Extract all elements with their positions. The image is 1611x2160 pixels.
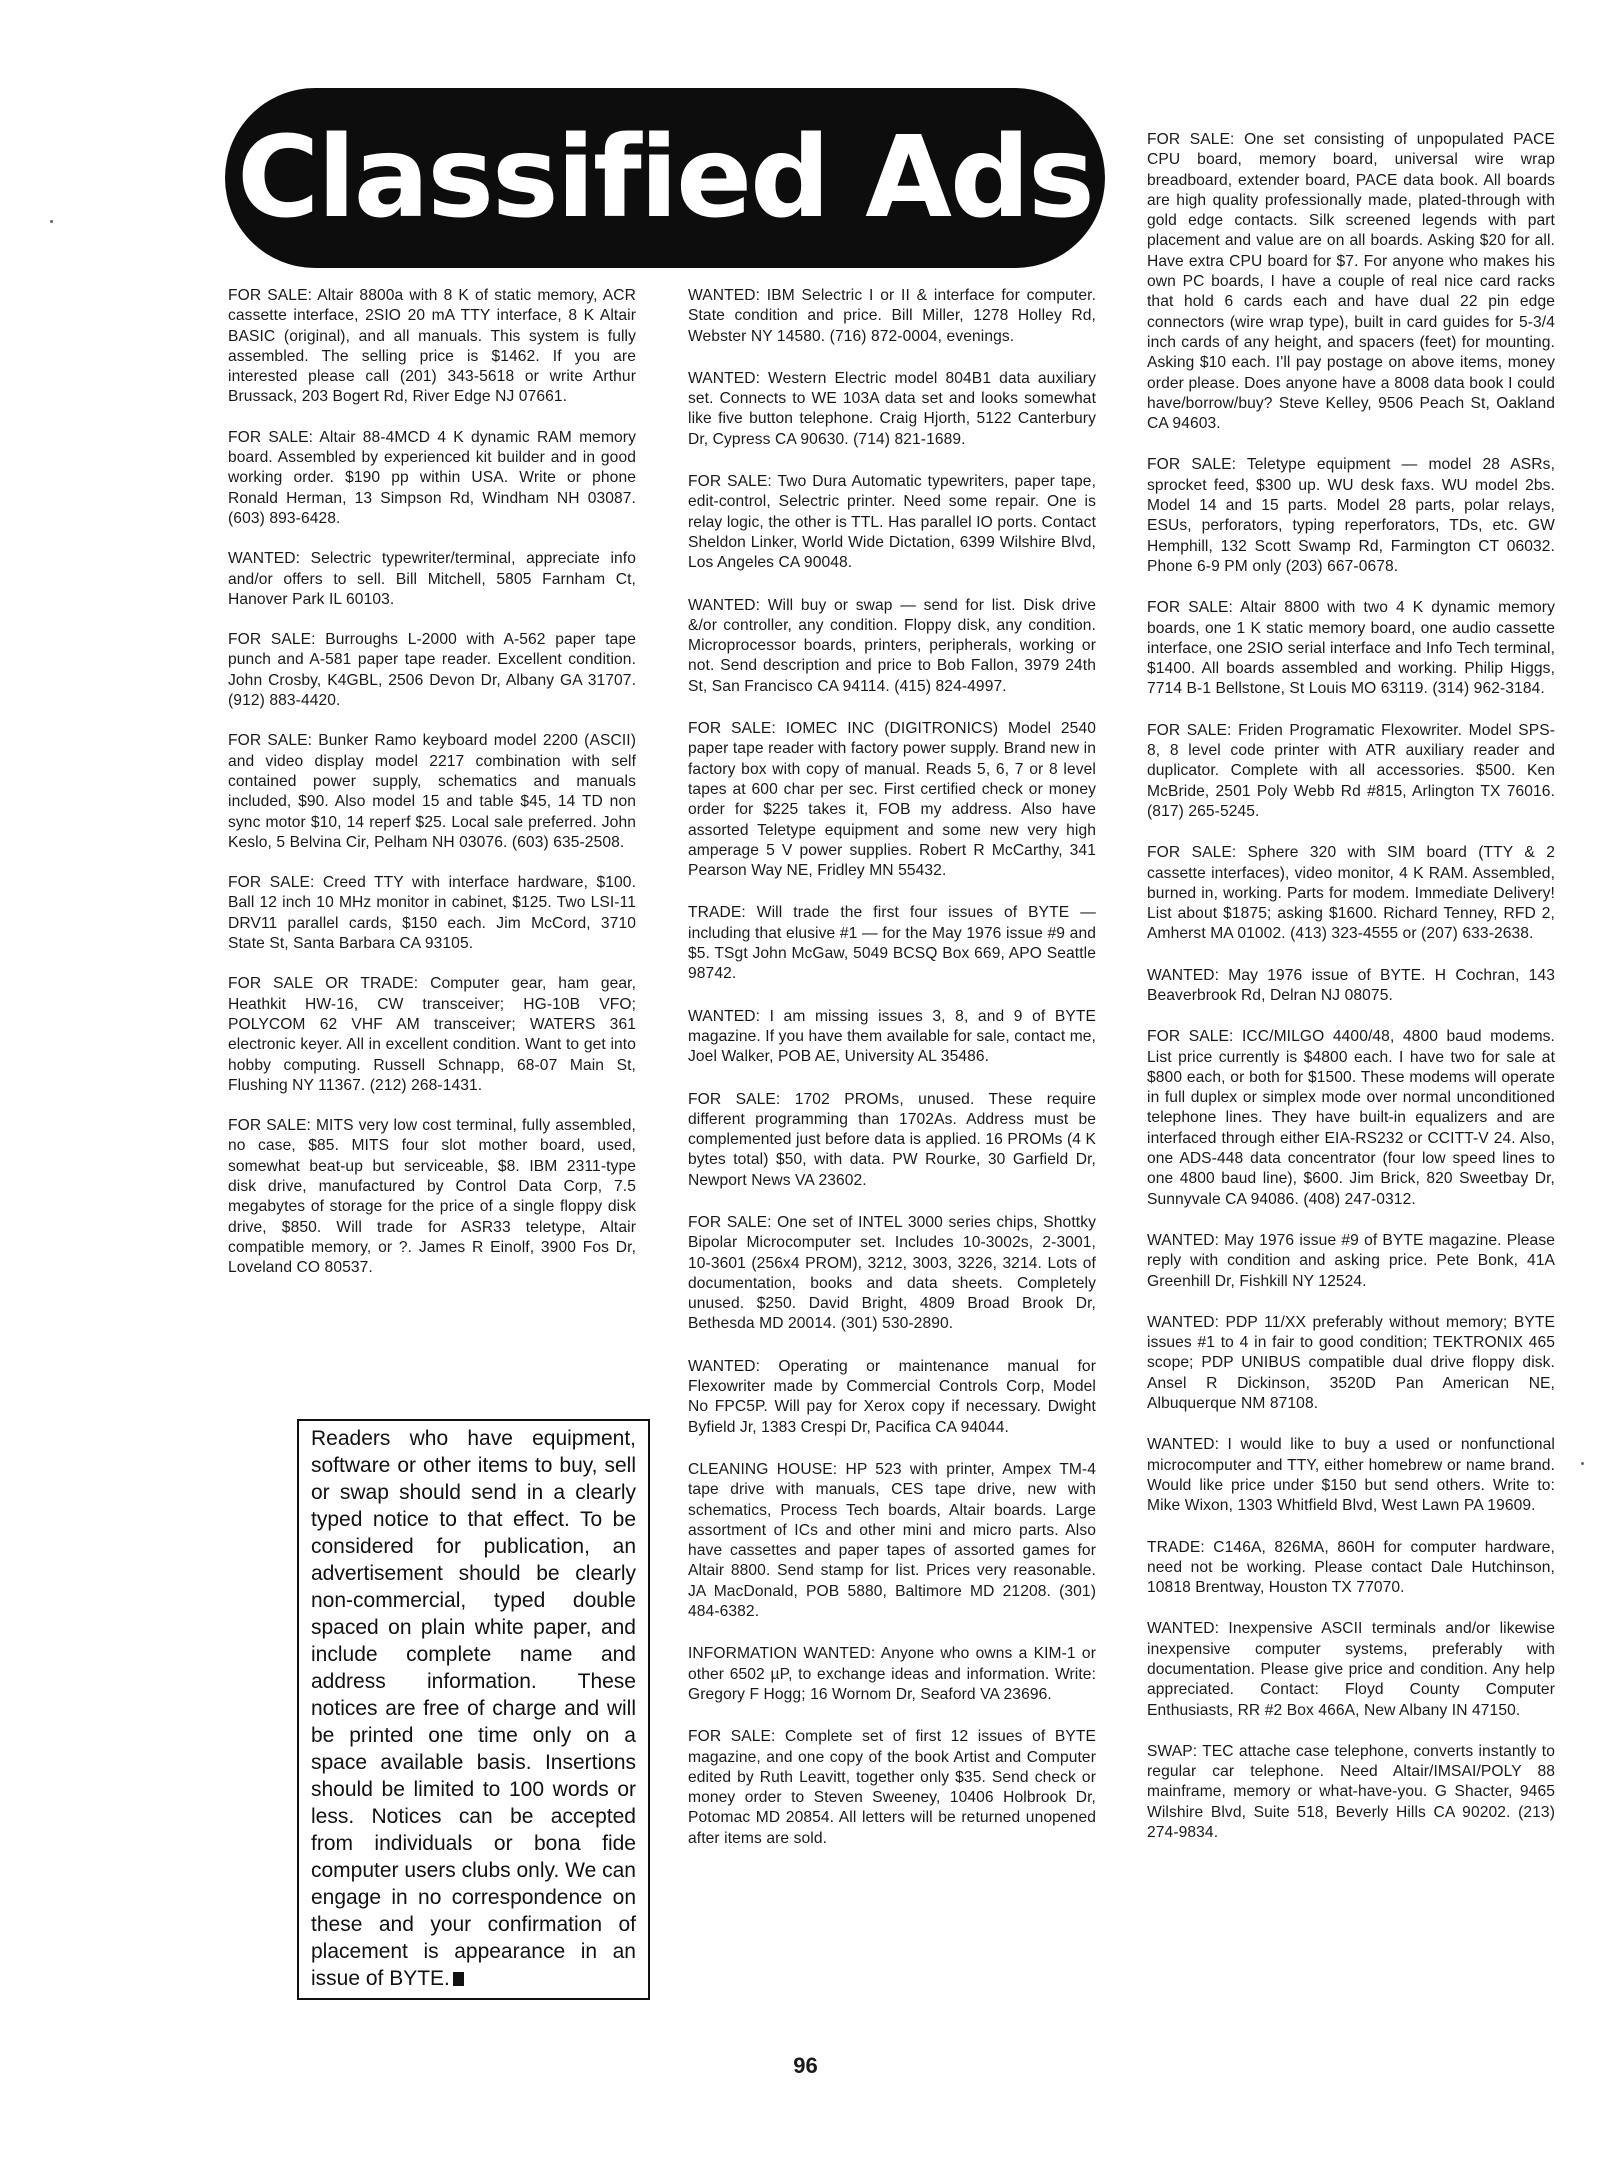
- classified-ad: FOR SALE: Bunker Ramo keyboard model 2200 (ASCII) and video display model 2217 combination with self contained power supply, schematics and manuals included, $90. Also model 15 and table $45, 14 TD non sync motor $10, 14 reperf $25. Local sale preferred. John Keslo, 5 Belvina Cir, Pelham NH 03076. (603) 635-2508.: [228, 732, 636, 851]
- classified-ad: FOR SALE: IOMEC INC (DIGITRONICS) Model 2540 paper tape reader with factory power supply. Brand new in factory box with copy of manual. Reads 5, 6, 7 or 8 level tapes at 600 char per sec. First certified check or money order for $225 takes it, FOB my address. Also have assorted Teletype equipment and some new very high amperage 5 V power supplies. Robert R McCarthy, 341 Pearson Way NE, Fridley MN 55432.: [688, 720, 1096, 880]
- classified-ad: WANTED: Western Electric model 804B1 data auxiliary set. Connects to WE 103A data set and looks somewhat like five button telephone. Craig Hjorth, 5122 Canterbury Dr, Cypress CA 90630. (714) 821-1689.: [688, 369, 1096, 448]
- classified-ad: FOR SALE: 1702 PROMs, unused. These require different programming than 1702As. Address must be complemented just before data is applied. 16 PROMs (4 K bytes total) $50, with data. PW Rourke, 30 Garfield Dr, Newport News VA 23602.: [688, 1090, 1096, 1189]
- classified-ad: WANTED: I am missing issues 3, 8, and 9 of BYTE magazine. If you have them available for sale, contact me, Joel Walker, POB AE, University AL 35486.: [688, 1007, 1096, 1066]
- classified-ad: FOR SALE: Two Dura Automatic typewriters, paper tape, edit-control, Selectric printer. Need some repair. One is relay logic, the other is TTL. Has parallel IO ports. Contact Sheldon Linker, World Wide Dictation, 6399 Wilshire Blvd, Los Angeles CA 90048.: [688, 473, 1096, 572]
- classified-ad: WANTED: Inexpensive ASCII terminals and/or likewise inexpensive computer systems, preferably with documentation. Please give price and condition. Any help appreciated. Contact: Floyd County Computer Enthusiasts, RR #2 Box 466A, New Albany IN 47150.: [1147, 1620, 1555, 1719]
- classified-ad: FOR SALE: Complete set of first 12 issues of BYTE magazine, and one copy of the book Artist and Computer edited by Ruth Leavitt, together only $35. Send check or money order to Steven Sweeney, 10406 Holbrook Dr, Potomac MD 20854. All letters will be returned unopened after items are sold.: [688, 1728, 1096, 1847]
- page-title: Classified Ads: [237, 113, 1093, 243]
- submission-notice-box: [297, 1419, 650, 2000]
- classified-ad: FOR SALE: MITS very low cost terminal, fully assembled, no case, $85. MITS four slot mother board, used, somewhat beat-up but serviceable, $8. IBM 2311-type disk drive, manufactured by Control Data Corp, 7.5 megabytes of storage for the price of a single floppy disk drive, $850. Will trade for ASR33 teletype, Altair compatible memory, or ?. James R Einolf, 3900 Fos Dr, Loveland CO 80537.: [228, 1117, 636, 1277]
- submission-notice-text: Readers who have equipment, software or other items to buy, sell or swap should send in a clearly typed notice to that effect. To be considered for publication, an advertisement should be clearly non-commercial, typed double spaced on plain white paper, and include complete name and address information. These notices are free of charge and will be printed one time only on a space available basis. Insertions should be limited to 100 words or less. Notices can be accepted from individuals or bona fide computer users clubs only. We can engage in no correspondence on these and your confirmation of placement is appearance in an issue of BYTE.: [311, 1427, 636, 1990]
- classified-ad: FOR SALE: Creed TTY with interface hardware, $100. Ball 12 inch 10 MHz monitor in cabinet, $125. Two LSI-11 DRV11 parallel cards, $150 each. Jim McCord, 3710 State St, Santa Barbara CA 93105.: [228, 874, 636, 953]
- classified-ad: FOR SALE: ICC/MILGO 4400/48, 4800 baud modems. List price currently is $4800 each. I have two for sale at $800 each, or both for $1500. These modems will operate in full duplex or simplex mode over normal unconditioned telephone lines. They have built-in equalizers and are interfaced through either EIA-RS232 or CCITT-V 24. Also, one ADS-448 data concentrator (four low speed lines to one 4800 baud line), $600. Jim Brick, 820 Sweetbay Dr, Sunnyvale CA 94086. (408) 247-0312.: [1147, 1028, 1555, 1208]
- classified-ad: CLEANING HOUSE: HP 523 with printer, Ampex TM-4 tape drive with manuals, CES tape drive, new with schematics, Process Tech boards, Altair boards. Large assortment of ICs and other mini and micro parts. Also have cassettes and paper tapes of assorted games for Altair 8800. Send stamp for list. Prices very reasonable. JA MacDonald, POB 5880, Baltimore MD 21208. (301) 484-6382.: [688, 1460, 1096, 1621]
- print-speck: [1581, 1462, 1584, 1465]
- classified-ad: WANTED: Operating or maintenance manual for Flexowriter made by Commercial Controls Corp, Model No FPC5P. Will pay for Xerox copy if necessary. Dwight Byfield Jr, 1383 Crespi Dr, Pacifica CA 94044.: [688, 1357, 1096, 1436]
- classified-ad: FOR SALE: One set consisting of unpopulated PACE CPU board, memory board, universal wire wrap breadboard, extender board, PACE data book. All boards are high quality professionally made, plated-through with gold edge contacts. Silk screened legends with part placement and value are on all boards. Asking $20 for all. Have extra CPU board for $7. For anyone who makes his own PC boards, I have a couple of real nice card racks that hold 6 cards each and have dual 22 pin edge connectors (wire wrap type), built in card guides for 5-3/4 inch cards of any height, and spacers (feet) for mounting. Asking $10 each. I'll pay postage on above items, money order please. Does anyone have a 8008 data book I could have/borrow/buy? Steve Kelley, 9506 Peach St, Oakland CA 94603.: [1147, 131, 1555, 433]
- classified-ad: WANTED: May 1976 issue #9 of BYTE magazine. Please reply with condition and asking price. Pete Bonk, 41A Greenhill Dr, Fishkill NY 12524.: [1147, 1231, 1555, 1290]
- classified-ad: WANTED: I would like to buy a used or nonfunctional microcomputer and TTY, either homebrew or name brand. Would like price under $150 but send others. Write to: Mike Wixon, 1303 Whitfield Blvd, West Lawn PA 19609.: [1147, 1436, 1555, 1515]
- classified-ad: WANTED: Selectric typewriter/terminal, appreciate info and/or offers to sell. Bill Mitchell, 5805 Farnham Ct, Hanover Park IL 60103.: [228, 550, 636, 608]
- ads-column-3: [1147, 130, 1555, 1864]
- classified-ad: SWAP: TEC attache case telephone, converts instantly to regular car telephone. Need Altair/IMSAI/POLY 88 mainframe, memory or what-have-you. G Shacter, 9465 Wilshire Blvd, Suite 518, Beverly Hills CA 90202. (213) 274-9834.: [1147, 1742, 1555, 1842]
- classified-ad: FOR SALE: Burroughs L-2000 with A-562 paper tape punch and A-581 paper tape reader. Excellent condition. John Crosby, K4GBL, 2506 Devon Dr, Albany GA 31707. (912) 883-4420.: [228, 631, 636, 710]
- classified-ad: FOR SALE: Teletype equipment — model 28 ASRs, sprocket feed, $300 up. WU desk faxs. WU model 2bs. Model 14 and 15 parts. Model 28 parts, polar relays, ESUs, perforators, typing reperforators, TDs, etc. GW Hemphill, 132 Scott Swamp Rd, Farmington CT 06032. Phone 6-9 PM only (203) 667-0678.: [1147, 456, 1555, 575]
- end-mark-icon: [453, 1972, 464, 1986]
- page-number: 96: [793, 2053, 818, 2078]
- classified-ad: FOR SALE: Sphere 320 with SIM board (TTY & 2 cassette interfaces), video monitor, 4 K RAM. Assembled, burned in, working. Parts for modem. Immediate Delivery! List about $1875; asking $1600. Richard Tenney, RFD 2, Amherst MA 01002. (413) 323-4555 or (207) 633-2638.: [1147, 844, 1555, 943]
- print-speck: [50, 220, 53, 223]
- classified-ads-banner: [225, 88, 1105, 268]
- classified-ad: FOR SALE: Altair 88-4MCD 4 K dynamic RAM memory board. Assembled by experienced kit builder and in good working order. $190 pp within USA. Write or phone Ronald Herman, 13 Simpson Rd, Windham NH 03087. (603) 893-6428.: [228, 428, 636, 527]
- classified-ad: FOR SALE: Altair 8800 with two 4 K dynamic memory boards, one 1 K static memory board, one audio cassette interface, one 2SIO serial interface and Info Tech terminal, $1400. All boards assembled and working. Philip Higgs, 7714 B-1 Bellstone, St Louis MO 63119. (314) 962-3184.: [1147, 599, 1555, 698]
- classified-ad: FOR SALE: One set of INTEL 3000 series chips, Shottky Bipolar Microcomputer set. Includes 10-3002s, 2-3001, 10-3601 (256x4 PROM), 3212, 3003, 3226, 3214. Lots of documentation, books and data sheets. Completely unused. $250. David Bright, 4809 Broad Brook Dr, Bethesda MD 20014. (301) 530-2890.: [688, 1213, 1096, 1333]
- classified-ad: TRADE: Will trade the first four issues of BYTE — including that elusive #1 — for the May 1976 issue #9 and $5. TSgt John McGaw, 5049 BCSQ Box 669, APO Seattle 98742.: [688, 904, 1096, 983]
- classified-ad: FOR SALE: Friden Programatic Flexowriter. Model SPS-8, 8 level code printer with ATR auxiliary reader and duplicator. Complete with all accessories. $500. Ken McBride, 2501 Poly Webb Rd #815, Arlington TX 76016. (817) 265-5245.: [1147, 721, 1555, 820]
- ads-column-1: [228, 286, 636, 1298]
- classified-ad: FOR SALE OR TRADE: Computer gear, ham gear, Heathkit HW-16, CW transceiver; HG-10B VFO; POLYCOM 62 VHF AM transceiver; WATERS 361 electronic keyer. All in excellent condition. Want to get into hobby computing. Russell Schnapp, 68-07 Main St, Flushing NY 11367. (212) 268-1431.: [228, 975, 636, 1094]
- ads-column-2: [688, 286, 1096, 1871]
- classified-ad: WANTED: IBM Selectric I or II & interface for computer. State condition and price. Bill Miller, 1278 Holley Rd, Webster NY 14580. (716) 872-0004, evenings.: [688, 287, 1096, 345]
- classified-ad: FOR SALE: Altair 8800a with 8 K of static memory, ACR cassette interface, 2SIO 20 mA TTY interface, 8 K Altair BASIC (original), and all manuals. This system is fully assembled. The selling price is $1462. If you are interested please call (201) 343-5618 or write Arthur Brussack, 203 Bogert Rd, River Edge NJ 07661.: [228, 287, 636, 406]
- classified-ad: WANTED: May 1976 issue of BYTE. H Cochran, 143 Beaverbrook Rd, Delran NJ 08075.: [1147, 966, 1555, 1004]
- classified-ad: WANTED: Will buy or swap — send for list. Disk drive &/or controller, any condition. Floppy disk, any condition. Microprocessor boards, printers, peripherals, working or not. Send description and price to Bob Fallon, 3979 24th St, San Francisco CA 94114. (415) 824-4997.: [688, 596, 1096, 695]
- classified-ad: WANTED: PDP 11/XX preferably without memory; BYTE issues #1 to 4 in fair to good condition; TEKTRONIX 465 scope; PDP UNIBUS compatible dual drive floppy disk. Ansel R Dickinson, 3520D Pan American NE, Albuquerque NM 87108.: [1147, 1313, 1555, 1413]
- classified-ad: INFORMATION WANTED: Anyone who owns a KIM-1 or other 6502 µP, to exchange ideas and information. Write: Gregory F Hogg; 16 Wornom Dr, Seaford VA 23696.: [688, 1645, 1096, 1703]
- classified-ad: TRADE: C146A, 826MA, 860H for computer hardware, need not be working. Please contact Dale Hutchinson, 10818 Brentway, Houston TX 77070.: [1147, 1538, 1555, 1597]
